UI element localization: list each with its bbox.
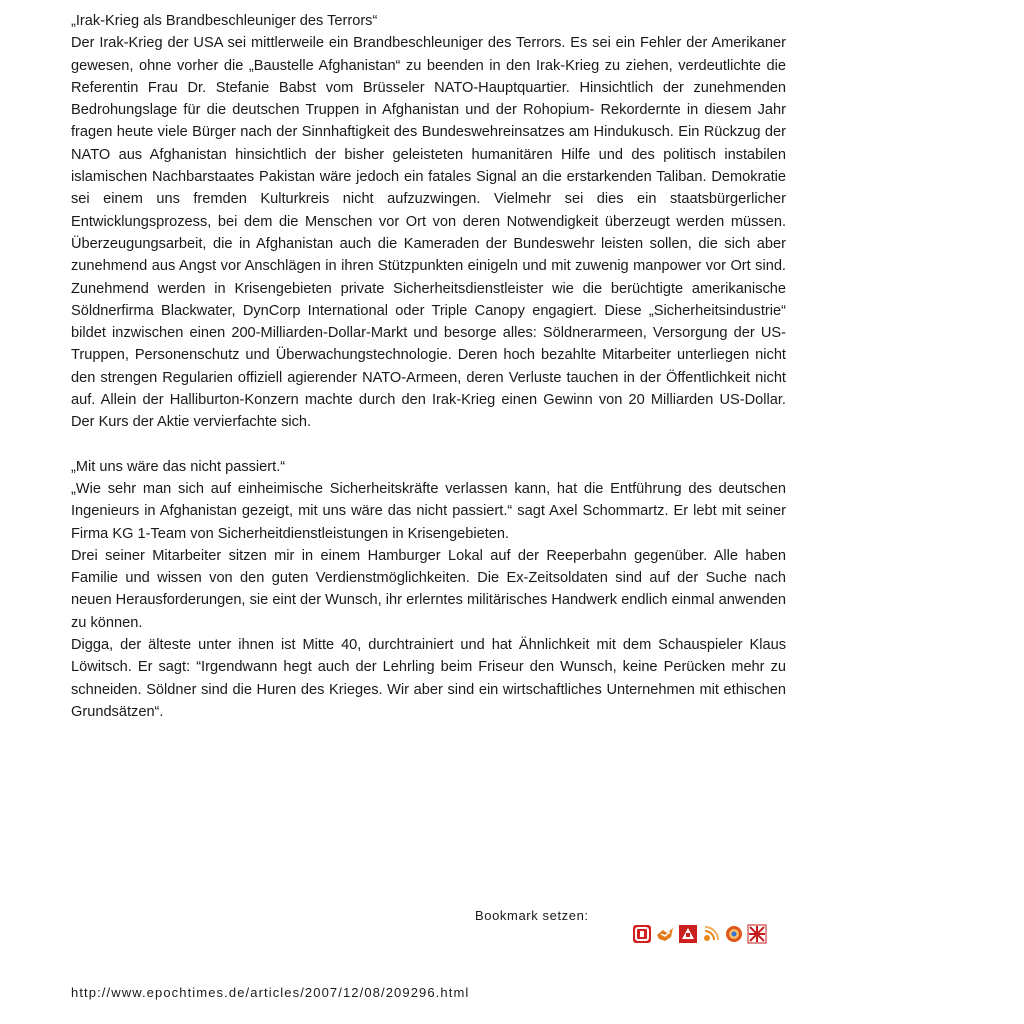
- section1-body: Der Irak-Krieg der USA sei mittlerweile ein Brandbeschleuniger des Terrors. Es sei ein Fehler der Amerikaner gewesen, ohne vorher die „Baustelle Afghanistan“ zu beenden in den Irak-Krieg zu ziehen, verdeutlichte die Referentin Frau Dr. Stefanie Babst vom Brüsseler NATO-Hauptquartier. Hinsichtlich der zunehmenden Bedrohungslage für die deutschen Truppen in Afghanistan und der Rohopium- Rekordernte in diesem Jahr fragen heute viele Bürger nach der Sinnhaftigkeit des Bundeswehreinsatzes am Hindukusch. Ein Rückzug der NATO aus Afghanistan hinsichtlich der bisher geleisteten humanitären Hilfe und des politisch instabilen islamischen Nachbarstaates Pakistan wäre jedoch ein fatales Signal an die erstarkenden Taliban. Demokratie sei einem uns fremden Kulturkreis nicht aufzuzwingen. Vielmehr sei dies ein staatsbürgerlicher Entwicklungsprozess, bei dem die Menschen vor Ort von deren Notwendigkeit überzeugt werden müssen. Überzeugungsarbeit, die in Afghanistan auch die Kameraden der Bundeswehr leisten sollen, die sich aber zunehmend aus Angst vor Anschlägen in ihren Stützpunkten einigeln und mit zuwenig manpower vor Ort sind. Zunehmend werden in Krisengebieten private Sicherheitsdienstleister wie die berüchtigte amerikanische Söldnerfirma Blackwater, DynCorp International oder Triple Canopy engagiert. Diese „Sicherheitsindustrie“ bildet inzwischen einen 200-Milliarden-Dollar-Markt und besorge alles: Söldnerarmeen, Versorgung der US-Truppen, Personenschutz und Überwachungstechnologie. Deren hoch bezahlte Mitarbeiter unterliegen nicht den strengen Regularien offiziell agierender NATO-Armeen, deren Verluste tauchen in der Öffentlichkeit nicht auf. Allein der Halliburton-Konzern machte durch den Irak-Krieg einen Gewinn von 20 Milliarden US-Dollar. Der Kurs der Aktie vervierfachte sich.: [71, 35, 786, 431]
- section2-paragraph-3: Digga, der älteste unter ihnen ist Mitte 40, durchtrainiert und hat Ähnlichkeit mit dem Schauspieler Klaus Löwitsch. Er sagt: “Irgendwann hegt auch der Lehrling beim Friseur den Wunsch, keine Perücken mehr zu schneiden. Söldner sind die Huren des Krieges. Wir aber sind ein wirtschaftliches Unternehmen mit ethischen Grundsätzen“.: [71, 637, 786, 720]
- section2-paragraph-1: „Wie sehr man sich auf einheimische Sicherheitskräfte verlassen kann, hat die Entführung des deutschen Ingenieurs in Afghanistan gezeigt, mit uns wäre das nicht passiert.“ sagt Axel Schommartz. Er lebt mit seiner Firma KG 1-Team von Sicherheitdienstleistungen in Krisengebieten.: [71, 480, 786, 542]
- article: [71, 10, 786, 723]
- section2-title: „Mit uns wäre das nicht passiert.“: [71, 458, 286, 475]
- yigg-icon[interactable]: [655, 924, 675, 944]
- rss-icon[interactable]: [701, 924, 721, 944]
- section2-paragraph-2: Drei seiner Mitarbeiter sitzen mir in einem Hamburger Lokal auf der Reeperbahn gegenüber. Alle haben Familie und wissen von den guten Verdienstmöglichkeiten. Die Ex-Zeitsoldaten sind auf der Suche nach neuen Herausforderungen, sie eint der Wunsch, ihr erlerntes militärisches Handwerk endlich einmal anwenden zu können.: [71, 547, 786, 631]
- section1-title: „Irak-Krieg als Brandbeschleuniger des Terrors“: [71, 13, 378, 29]
- section-gap: [71, 434, 786, 456]
- bookmark-icons: [632, 924, 767, 944]
- source-url[interactable]: http://www.epochtimes.de/articles/2007/12/08/209296.html: [71, 985, 470, 1000]
- delicious-icon[interactable]: [678, 924, 698, 944]
- bookmark-label: Bookmark setzen:: [475, 908, 589, 923]
- webnews-icon[interactable]: [632, 924, 652, 944]
- technorati-icon[interactable]: [724, 924, 744, 944]
- social-bookmark-icon[interactable]: [747, 924, 767, 944]
